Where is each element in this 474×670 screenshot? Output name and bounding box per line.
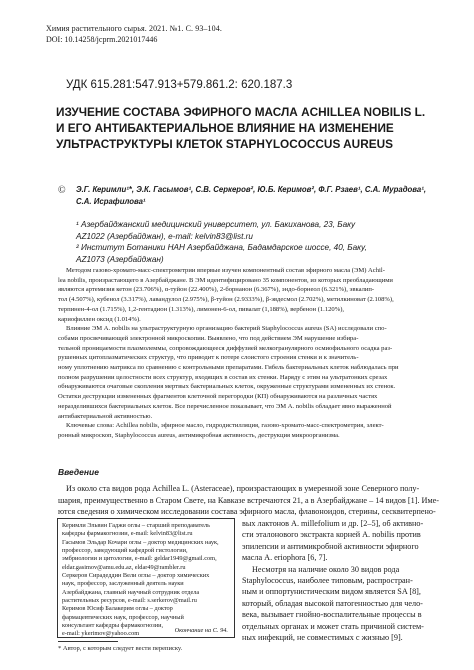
body-line: который, обладая высокой патогенностью для чело- bbox=[242, 598, 423, 608]
author-info-line: наук, профессор, заслуженный деятель науки bbox=[62, 580, 184, 588]
keywords-line: Ключевые слова: Achillea nobilis, эфирное масло, гидродистилляция, газово-хромато-масс-спектрометрия, элект- bbox=[66, 422, 384, 430]
abstract-line: тельной проницаемости плазмолеммы, сопровождающееся диффузией мелкогранулярного осмиофильного осадка раз- bbox=[58, 344, 393, 352]
abstract-line: обнаруживаются очаговые скопления мертвых бактериальных клеток, окруженные структурами измененных их стенок. bbox=[58, 383, 396, 391]
abstract-line: неразделившихся бактериальных клеток. Все перечисленное показывает, что ЭМ A. nobilis обладает явно выраженной bbox=[58, 402, 392, 410]
author-info-line: кафедры фармакогнозии, e-mail: kelvin83@list.ru bbox=[62, 530, 193, 538]
abstract-line: терпинен-4-ол (1.715%), 1,2-гентадион (1.313%), лимонен-6-ол, пивалат (1,188%), вербенон (1.120%), bbox=[58, 305, 345, 313]
abstract-line: Остатки деструкции измененных фрагментов клеточной перегородки (КП) обнаруживаются на различных частях bbox=[58, 393, 378, 401]
udc-code: УДК 615.281:547.913+579.861.2: 620.187.3 bbox=[66, 79, 293, 91]
copyright-symbol: © bbox=[58, 185, 66, 196]
author-info-line: фармацевтических наук, профессор, научный bbox=[62, 613, 184, 621]
keywords-line: ронный микроскоп, Staphylococcus aureus, антимикробная активность, деструкция микроорганизма. bbox=[58, 431, 340, 439]
body-line: эпилепсии и антимикробной активности эфирного bbox=[242, 541, 419, 551]
body-line: вых лактонов A. millefolium и др. [2–5], об активно- bbox=[242, 519, 424, 528]
affiliation-line: ¹ Азербайджанский медицинский университет, ул. Бакиханова, 23, Баку bbox=[76, 220, 356, 229]
abstract-line: рушенных цитоплазматических структур, что приводит к потере слоистого строения стенки и к значитель- bbox=[58, 354, 359, 362]
author-info-box bbox=[57, 518, 235, 638]
body-line: сти эталонового экстракта корней A. nobilis против bbox=[242, 530, 421, 540]
article-title bbox=[56, 104, 428, 152]
footnote: * Автор, с которым следует вести переписку. bbox=[58, 645, 183, 652]
author-list: Э.Г. Керимли¹*, Э.К. Гасымов¹, С.В. Серкеров², Ю.Б. Керимов², Ф.Г. Рзаев¹, С.А. Мурадова¹, С.А. Исрафилова¹ bbox=[76, 185, 426, 206]
body-line: масла A. eriophora [6, 7]. bbox=[242, 553, 328, 563]
body-line: отдельных органах и может стать причиной систем- bbox=[242, 621, 424, 631]
abstract-line: lea nobilis, произрастающего в Азербайджане. В ЭМ идентифицировано 35 компонентов, из которых преобладающими bbox=[58, 276, 393, 284]
right-column-text bbox=[242, 518, 426, 643]
abstract-line: тол (4.507%), кубенол (3.317%), лавандулол (2.975%), β-туйон (2.9333%), β-эвдесмол (2.702%), метилкиноват (2.108%), bbox=[58, 296, 394, 304]
author-info-line: растительных ресурсов, e-mail: s.serkerov@mail.ru bbox=[62, 597, 197, 605]
author-info-line: эмбриологии и цитологии, e-mail: geldar1949@gmail.com, bbox=[62, 555, 217, 563]
affiliation-line: ² Институт Ботаники НАН Азербайджана, Бадамдарское шоссе, 40, Баку, bbox=[76, 243, 367, 252]
author-info-line: eldar.gasimov@amu.edu.az, eldar49@rambler.ru bbox=[62, 563, 186, 571]
intro-text bbox=[58, 483, 440, 518]
author-info-line: Керимли Эльвин Гаджи оглы – старший преподаватель bbox=[62, 522, 211, 529]
intro-line: шария, преимущественно в Старом Свете, на Кавказе встречаются 21, а в Азербайджане – 14 видов [1]. Име- bbox=[58, 495, 440, 505]
abstract-line: являются артемизия кетон (23.706%), α-туйон (22.400%), 2-борнанон (6.367%), эндо-борнеол (6.321%), эвкалип- bbox=[58, 286, 375, 294]
footnote-divider bbox=[58, 641, 118, 642]
author-info-line: Азербайджана, главный научный сотрудник отдела bbox=[62, 588, 200, 596]
abstract-line: собами просвечивающей электронной микроскопии. Выявлено, что под действием ЭМ нарушение избира- bbox=[58, 334, 359, 342]
body-line: Staphylococcus, наиболее типовым, распростран- bbox=[242, 576, 413, 586]
author-info-text bbox=[62, 522, 232, 639]
body-line: ным и оппортунистическим видом является SA [8], bbox=[242, 587, 421, 597]
abstract-line: ному уплотнению матрикса по сравнению с контрольными препаратами. Гибель бактериальных клеток наблюдалась при bbox=[58, 364, 399, 372]
affiliation-line: AZ1022 (Азербайджан), e-mail: kelvin83@list.ru bbox=[76, 231, 253, 241]
abstract-line: Влияние ЭМ A. nobilis на ультраструктурную организацию бактерий Staphylococcus aureus (SA) исследовали спо- bbox=[66, 325, 387, 333]
body-line: ных инфекций, не совместимых с жизнью [9]. bbox=[242, 633, 403, 643]
author-info-line: e-mail: ykerimov@yahoo.com bbox=[62, 630, 140, 638]
affiliations bbox=[76, 219, 426, 265]
body-line: Несмотря на наличие около 30 видов рода bbox=[252, 564, 400, 574]
continued-note: Окончание на С. 94. bbox=[174, 627, 228, 634]
title-line: ИЗУЧЕНИЕ СОСТАВА ЭФИРНОГО МАСЛА ACHILLEA NOBILIS L. bbox=[56, 105, 426, 119]
abstract-line: кариофиллен оксид (1.014%). bbox=[58, 315, 141, 323]
author-info-line: Серкеров Сирадеддин Вели оглы – доктор химических bbox=[62, 572, 210, 580]
abstract-line: полном разрушении целостности всех структур, входящих в состав их стенки. Наряду с этим на ультратонких срезах bbox=[58, 373, 388, 381]
doi-line: DOI: 10.14258/jcprm.2021017446 bbox=[46, 35, 158, 44]
section-heading: Введение bbox=[58, 467, 99, 477]
abstract bbox=[58, 266, 426, 441]
abstract-line: антибактериальной активностью. bbox=[58, 412, 153, 420]
author-info-line: консультант кафедры фармакогнозии, bbox=[62, 622, 164, 630]
affiliation-line: AZ1073 (Азербайджан) bbox=[76, 254, 164, 264]
author-info-line: Гасымов Эльдар Кочари оглы – доктор медицинских наук, bbox=[62, 538, 219, 546]
intro-line: ются сведения о химическом исследовании состава эфирного масла, флавоноидов, стерины, сесквитерпено- bbox=[58, 507, 436, 516]
intro-line: Из около ста видов рода Achillea L. (Asteraceae), произрастающих в умеренной зоне Северного полу- bbox=[66, 484, 420, 493]
title-line: УЛЬТРАСТРУКТУРЫ КЛЕТОК STAPHYLOCOCCUS AUREUS bbox=[56, 137, 393, 151]
author-info-line: Керимов Юсиф Балакерим оглы – доктор bbox=[62, 605, 173, 613]
abstract-line: Методом газово-хромато-масс-спектрометрии впервые изучен компонентный состав эфирного масла (ЭМ) Achil- bbox=[66, 267, 385, 274]
body-line: века, вызывает гнойно-воспалительные процессы в bbox=[242, 610, 422, 620]
journal-header: Химия растительного сырья. 2021. №1. С. 93–104. bbox=[46, 24, 222, 33]
author-info-line: профессор, заведующий кафедрой гистологии, bbox=[62, 547, 188, 555]
title-line: И ЕГО АНТИБАКТЕРИАЛЬНОЕ ВЛИЯНИЕ НА ИЗМЕНЕНИЕ bbox=[56, 121, 394, 135]
